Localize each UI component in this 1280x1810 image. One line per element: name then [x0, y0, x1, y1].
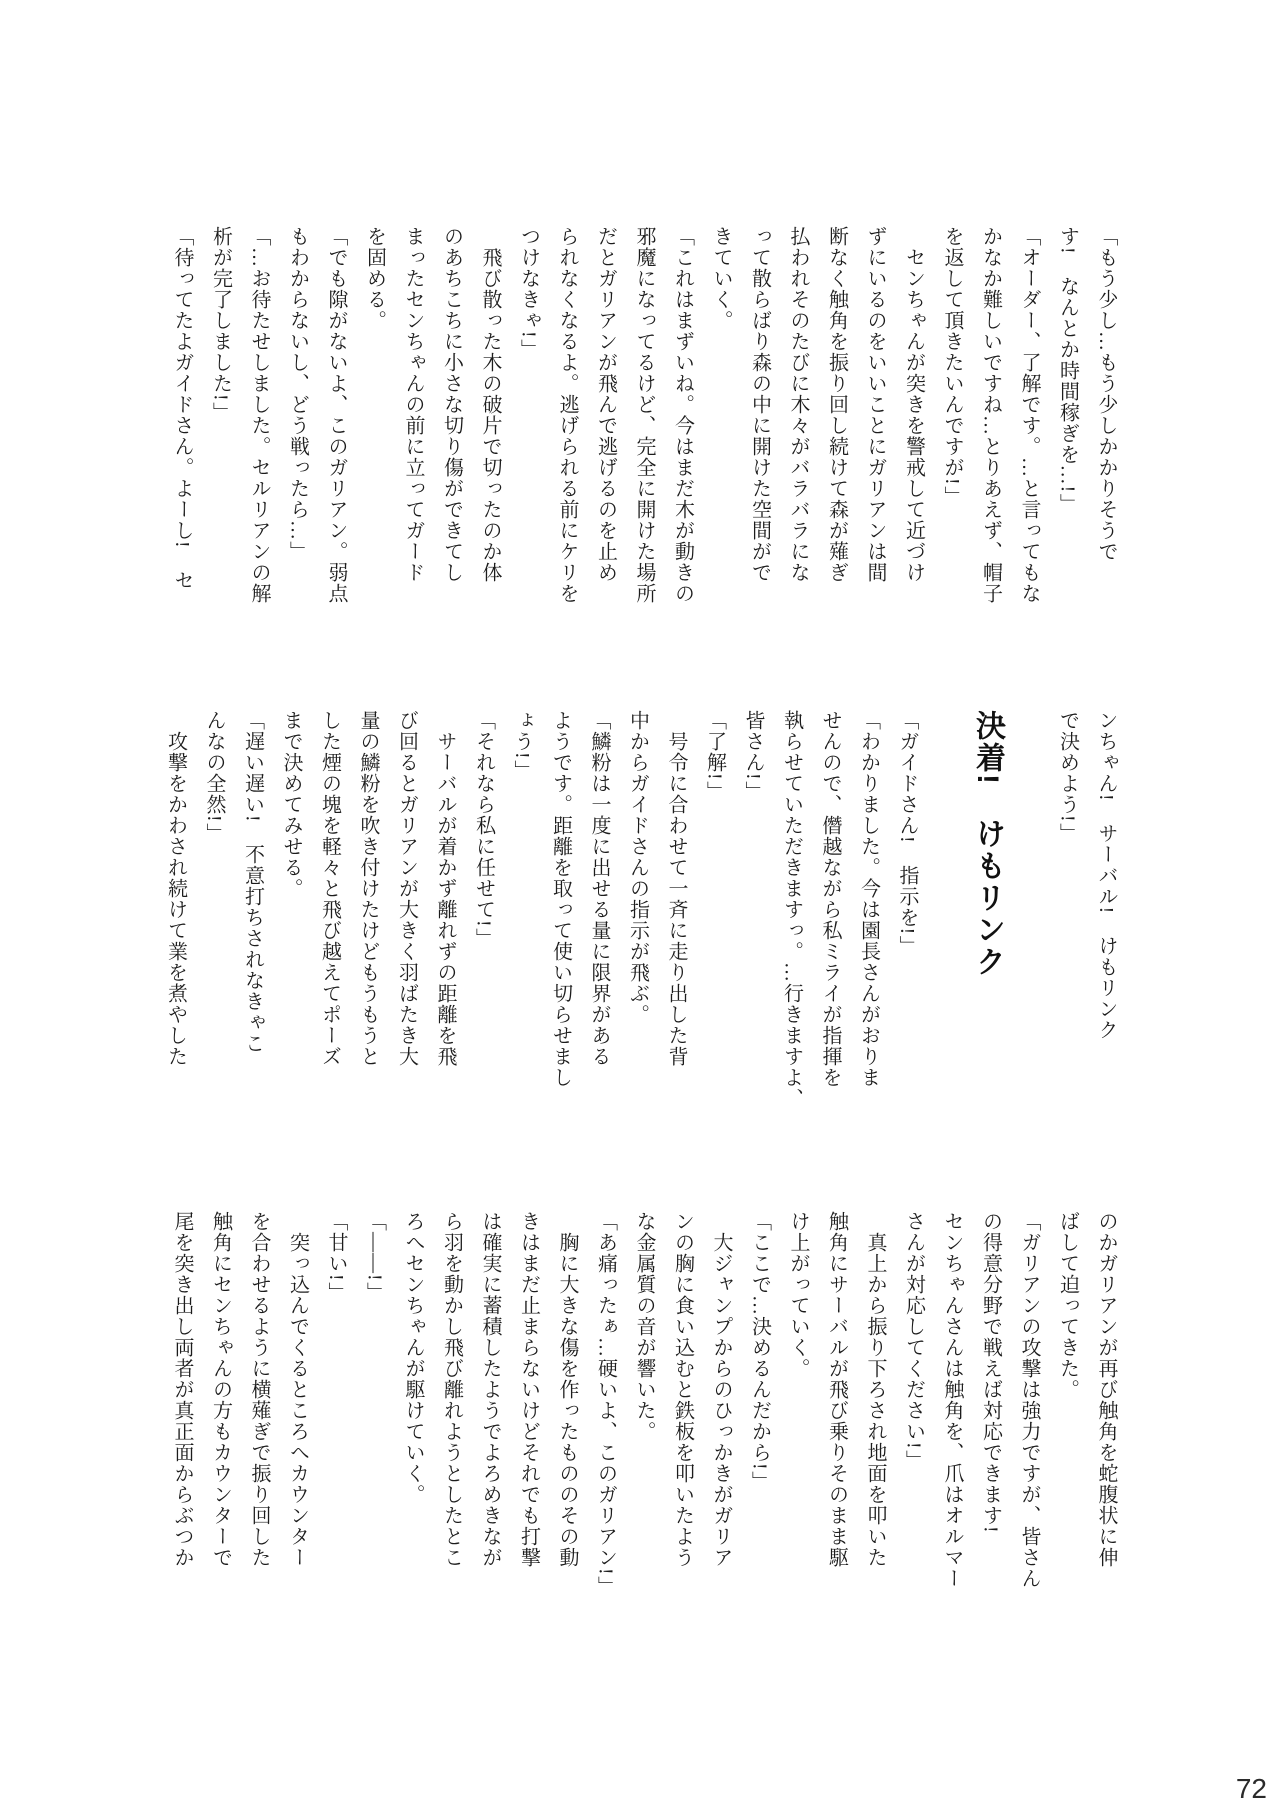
text-column: つけなきゃ!」 — [517, 226, 540, 360]
text-column: 「それなら私に任せて!」 — [472, 710, 495, 949]
text-column: のかガリアンが再び触角を蛇腹状に伸 — [1095, 1211, 1117, 1568]
text-column: られなくなるよ。逃げられる前にケリを — [556, 226, 578, 604]
text-column: 「ここで…決めるんだから!」 — [748, 1211, 771, 1492]
text-column: ようです。距離を取って使い切らせまし — [549, 710, 572, 1088]
text-column: 触角にサーバルが飛び乗りそのまま駆 — [825, 1211, 848, 1568]
text-column: ろへセンちゃんが駆けていく。 — [402, 1211, 424, 1505]
text-column: 皆さん!」 — [742, 710, 764, 802]
text-column: を返して頂きたいんですが!」 — [941, 226, 963, 507]
text-column: 触角にセンちゃんの方もカウンターで — [209, 1211, 232, 1568]
text-column: ばして迫ってきた。 — [1056, 1211, 1079, 1400]
text-column: 断なく触角を振り回し続けて森が薙ぎ — [825, 226, 848, 583]
text-column: の得意分野で戦えば対応できます! — [979, 1211, 1002, 1534]
text-column: ら羽を動かし飛び離れようとしたとこ — [440, 1211, 463, 1568]
text-column: 析が完了しました!」 — [209, 226, 232, 423]
text-column: きはまだ止まらないけどそれでも打撃 — [517, 1211, 540, 1568]
text-column: す! なんとか時間稼ぎを…!」 — [1056, 226, 1079, 515]
text-column: 「遅い遅い! 不意打ちされなきゃこ — [241, 710, 264, 1054]
text-column: 「甘い!」 — [325, 1211, 347, 1303]
text-column: 大ジャンプからのひっかきがガリア — [710, 1211, 732, 1568]
text-column: サーバルが着かず離れずの距離を飛 — [434, 710, 456, 1067]
text-column: ンの胸に食い込むと鉄板を叩いたよう — [671, 1211, 694, 1568]
text-column: 執らせていただきますっ。…行きますよ、 — [780, 710, 803, 1109]
text-column: 「了解!」 — [703, 710, 726, 802]
text-column: さんが対応してください!」 — [902, 1211, 925, 1471]
page-number: 72 — [1235, 1773, 1267, 1804]
text-column: センちゃんが突きを警戒して近づけ — [902, 226, 925, 583]
text-column: 胸に大きな傷を作ったもののその動 — [556, 1211, 578, 1568]
text-column: で決めよう!」 — [1056, 710, 1079, 844]
text-column: 「もう少し…もう少しかかりそうで — [1095, 226, 1117, 562]
text-column: 「…お待たせしました。セルリアンの解 — [248, 226, 270, 604]
text-column: 邪魔になってるけど、完全に開けた場所 — [633, 226, 655, 604]
text-column: 「でも隙がないよ、このガリアン。弱点 — [325, 226, 347, 604]
text-column: 「ガリアンの攻撃は強力ですが、皆さん — [1018, 1211, 1040, 1589]
text-column: 尾を突き出し両者が真正面からぶつか — [171, 1211, 193, 1568]
text-column: 払われそのたびに木々がバラバラにな — [787, 226, 809, 583]
text-column: を固める。 — [363, 226, 386, 331]
text-column: 「わかりました。今は園長さんがおりま — [857, 710, 880, 1088]
text-column: もわからないし、どう戦ったら…」 — [286, 226, 309, 562]
text-column: は確実に蓄積したようでよろめきなが — [479, 1211, 501, 1568]
text-column: ょう!」 — [511, 710, 533, 781]
text-column: きていく。 — [710, 226, 732, 331]
text-column: 真上から振り下ろされ地面を叩いた — [864, 1211, 886, 1568]
text-column: ンちゃん! サーバル! けもリンク — [1095, 710, 1117, 1041]
text-column: まで決めてみせる。 — [280, 710, 302, 899]
text-column: センちゃんさんは触角を、爪はオルマー — [941, 1211, 963, 1589]
text-column: のあちこちに小さな切り傷ができてし — [440, 226, 463, 583]
text-column: 号令に合わせて一斉に走り出した背 — [665, 710, 687, 1067]
text-column: した煙の塊を軽々と飛び越えてポーズ — [318, 710, 341, 1067]
text-column: 「待ってたよガイドさん。よーし! セ — [171, 226, 193, 591]
text-column: ずにいるのをいいことにガリアンは間 — [864, 226, 886, 583]
text-column: んなの全然!」 — [203, 710, 225, 844]
text-band-middle — [156, 710, 1125, 1112]
text-column: せんので、僭越ながら私ミライが指揮を — [819, 710, 841, 1088]
text-column: って散らばり森の中に開けた空間がで — [748, 226, 771, 583]
text-column: 「鱗粉は一度に出せる量に限界がある — [588, 710, 610, 1067]
text-column: かなか難しいですね…とりあえず、帽子 — [979, 226, 1002, 604]
text-column: 中からガイドさんの指示が飛ぶ。 — [626, 710, 649, 1025]
text-column: な金属質の音が響いた。 — [633, 1211, 655, 1442]
text-column: 量の鱗粉を吹き付けたけどもうもうと — [357, 710, 379, 1067]
text-column: まったセンちゃんの前に立ってガード — [402, 226, 424, 583]
text-column: 「――!」 — [363, 1211, 386, 1303]
text-column: 突っ込んでくるところへカウンター — [286, 1211, 309, 1568]
text-column: 攻撃をかわされ続けて業を煮やした — [164, 710, 187, 1067]
text-column: だとガリアンが飛んで逃げるのを止め — [594, 226, 617, 583]
text-column: を合わせるように横薙ぎで振り回した — [248, 1211, 270, 1568]
section-heading: 決着! けもリンク — [971, 710, 1004, 978]
text-column: 「オーダー、了解です。…と言ってもな — [1018, 226, 1040, 604]
text-column: 「これはまずいね。今はまだ木が動きの — [671, 226, 694, 604]
text-column: け上がっていく。 — [787, 1211, 809, 1379]
text-column: 「あ痛ったぁ…硬いよ、このガリアン!」 — [594, 1211, 617, 1597]
text-band-bottom — [163, 1211, 1126, 1613]
text-column: 「ガイドさん! 指示を!」 — [896, 710, 918, 957]
text-column: 飛び散った木の破片で切ったのか体 — [479, 226, 501, 583]
text-band-top — [163, 226, 1126, 604]
text-column: び回るとガリアンが大きく羽ばたき大 — [395, 710, 418, 1067]
